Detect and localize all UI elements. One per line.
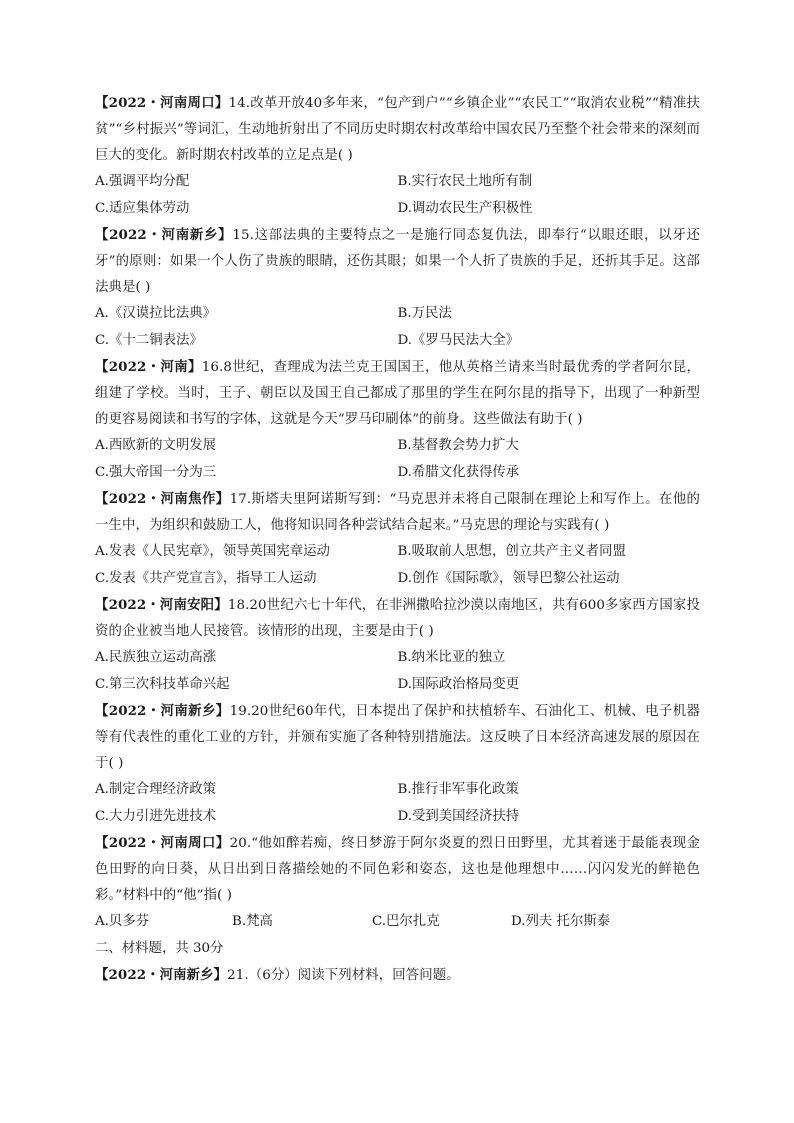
question-16 <box>95 354 700 433</box>
option-c: C.强大帝国一分为三 <box>95 464 217 480</box>
options-row <box>95 777 700 804</box>
options-row <box>95 645 700 672</box>
question-20 <box>95 830 700 909</box>
question-18 <box>95 592 700 645</box>
question-text: 19.20世纪60年代，日本提出了保护和扶植轿车、石油化工、机械、电子机器等有代表性的重化工业的方针，并颁布实施了各种特别措施法。这反映了日本经济高速发展的原因在于( ) <box>95 704 700 771</box>
options-row <box>95 328 700 355</box>
option-d: D.国际政治格局变更 <box>397 676 520 692</box>
question-source: 【2022・河南焦作】 <box>95 491 230 507</box>
question-17 <box>95 486 700 539</box>
question-text: 14.改革开放40多年来，“包产到户”“乡镇企业”“农民工”“取消农业税”“精准扶贫”“乡村振兴”等词汇，生动地折射出了不同历史时期农村改革给中国农民乃至整个社会带来的深刻而巨大的变化。新时期农村改革的立足点是( ) <box>95 96 700 163</box>
options-row <box>95 460 700 487</box>
option-a: A.民族独立运动高涨 <box>95 650 217 665</box>
option-a: A.西欧新的文明发展 <box>95 438 217 453</box>
question-text: 16.8世纪，查理成为法兰克王国国王，他从英格兰请来当时最优秀的学者阿尔昆，组建了学校。当时，王子、朝臣以及国王自己都成了那里的学生在阿尔昆的指导下，出现了一种新型的更容易阅读和书写的字体，这就是今天“罗马印刷体”的前身。这些做法有助于( ) <box>95 360 700 427</box>
option-b: B.吸取前人思想，创立共产主义者同盟 <box>397 544 626 559</box>
option-d: D.受到美国经济扶持 <box>397 808 520 824</box>
option-d: D.《罗马民法大全》 <box>397 332 520 348</box>
option-c: C.巴尔扎克 <box>372 914 440 929</box>
options-row <box>95 433 700 460</box>
options-row <box>95 672 700 699</box>
question-source: 【2022・河南安阳】 <box>95 597 228 613</box>
question-21 <box>95 962 700 989</box>
options-row <box>95 909 700 936</box>
question-source: 【2022・河南周口】 <box>95 835 230 851</box>
options-row <box>95 196 700 223</box>
section-title: 二、材料题，共 30分 <box>95 940 224 956</box>
question-text: 18.20世纪六七十年代，在非洲撒哈拉沙漠以南地区，共有600多家西方国家投资的企业被当地人民接管。该情形的出现，主要是由于( ) <box>95 598 700 639</box>
option-b: B.万民法 <box>397 306 452 321</box>
question-source: 【2022・河南新乡】 <box>95 227 233 243</box>
option-b: B.梵高 <box>232 914 273 929</box>
option-b: B.基督教会势力扩大 <box>397 438 519 453</box>
question-text: 15.这部法典的主要特点之一是施行同态复仇法，即奉行“以眼还眼，以牙还牙”的原则：如果一个人伤了贵族的眼睛，还伤其眼；如果一个人折了贵族的手足，还折其手足。这部法典是( ) <box>95 228 701 295</box>
question-text: 17.斯塔夫里阿诺斯写到：“马克思并未将自己限制在理论上和写作上。在他的一生中，为组织和鼓励工人，他将知识同各种尝试结合起来。”马克思的理论与实践有( ) <box>95 492 700 533</box>
question-source: 【2022・河南】 <box>95 359 202 375</box>
option-b: B.推行非军事化政策 <box>397 782 519 797</box>
options-row <box>95 539 700 566</box>
options-row <box>95 301 700 328</box>
option-b: B.纳米比亚的独立 <box>397 650 506 665</box>
option-c: C.适应集体劳动 <box>95 200 190 216</box>
option-a: A.强调平均分配 <box>95 174 190 189</box>
option-a: A.发表《人民宪章》，领导英国宪章运动 <box>95 544 330 559</box>
options-row <box>95 566 700 593</box>
option-d: D.希腊文化获得传承 <box>397 464 520 480</box>
option-c: C.第三次科技革命兴起 <box>95 676 230 692</box>
option-c: C.《十二铜表法》 <box>95 332 203 348</box>
question-text: 20.“他如醉若痴，终日梦游于阿尔炎夏的烈日田野里，尤其着迷于最能表现金色田野的向日葵，从日出到日落描绘她的不同色彩和姿态，这也是他理想中……闪闪发光的鲜艳色彩。”材料中的“他”指( ) <box>95 836 700 903</box>
question-source: 【2022・河南周口】 <box>95 95 229 111</box>
question-source: 【2022・河南新乡】 <box>95 966 228 983</box>
question-text: 21.（6分）阅读下列材料，回答问题。 <box>227 967 460 983</box>
option-c: C.发表《共产党宣言》，指导工人运动 <box>95 570 317 586</box>
options-row <box>95 804 700 831</box>
question-19 <box>95 698 700 777</box>
question-14 <box>95 90 700 169</box>
option-b: B.实行农民土地所有制 <box>397 174 533 189</box>
option-a: A.《汉谟拉比法典》 <box>95 306 217 321</box>
option-c: C.大力引进先进技术 <box>95 808 217 824</box>
options-row <box>95 169 700 196</box>
option-a: A.制定合理经济政策 <box>95 782 217 797</box>
question-15 <box>95 222 700 301</box>
option-d: D.调动农民生产积极性 <box>397 200 533 216</box>
option-a: A.贝多芬 <box>95 914 150 929</box>
exam-page <box>95 90 700 989</box>
option-d: D.列夫 托尔斯泰 <box>511 914 611 929</box>
question-source: 【2022・河南新乡】 <box>95 703 230 719</box>
option-d: D.创作《国际歌》，领导巴黎公社运动 <box>397 570 620 586</box>
